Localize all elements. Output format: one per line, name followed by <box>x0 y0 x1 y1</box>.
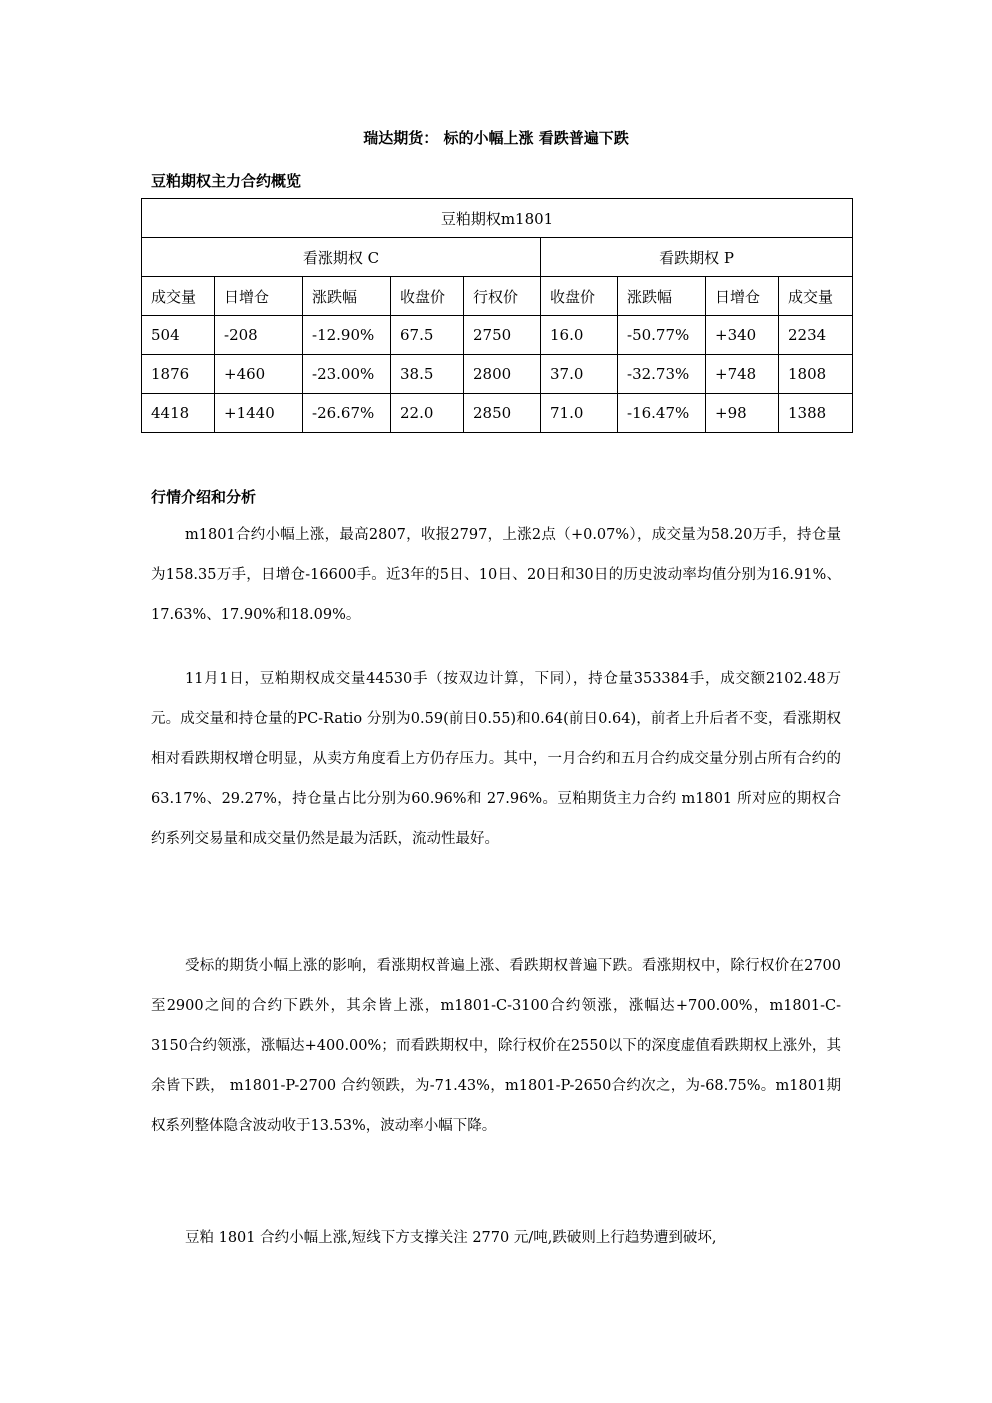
paragraph-text: 11月1日，豆粕期权成交量44530手（按双边计算，下同），持仓量353384手，成交额2102.48万元。成交量和持仓量的PC-Ratio 分别为0.59(前日0.55)和0.64(前日0.64)，前者上升后者不变，看涨期权相对看跌期权增仓明显，从卖方角度看上方仍存压力。其中，一月合约和五月合约成交量分别占所有合约的63.17%、29.27%，持仓量占比分别为60.96%和 27.96%。豆粕期货主力合约 m1801 所对应的期权合约系列交易量和成交量仍然是最为活跃，流动性最好。 <box>151 671 841 847</box>
table-cell: +340 <box>706 316 779 355</box>
table-header-row <box>142 277 853 316</box>
table-cell: 1876 <box>142 355 215 394</box>
table-caption-row <box>142 199 853 238</box>
table-cell: 16.0 <box>541 316 618 355</box>
paragraph-4 <box>151 1218 841 1258</box>
table-cell: -16.47% <box>618 394 706 433</box>
table-row <box>142 355 853 394</box>
table-cell: 504 <box>142 316 215 355</box>
table-cell: 4418 <box>142 394 215 433</box>
table-cell: +1440 <box>215 394 303 433</box>
column-header: 日增仓 <box>215 277 303 316</box>
document-title: 瑞达期货： 标的小幅上涨 看跌普遍下跌 <box>363 129 629 147</box>
table-cell: 37.0 <box>541 355 618 394</box>
table-cell: 38.5 <box>391 355 464 394</box>
column-header: 行权价 <box>464 277 541 316</box>
table-cell: +748 <box>706 355 779 394</box>
call-options-header: 看涨期权 C <box>142 238 541 277</box>
table-cell: -208 <box>215 316 303 355</box>
column-header: 日增仓 <box>706 277 779 316</box>
table-row <box>142 316 853 355</box>
column-header: 成交量 <box>142 277 215 316</box>
analysis-heading: 行情介绍和分析 <box>151 488 257 506</box>
options-overview-table <box>141 198 853 433</box>
column-header: 成交量 <box>779 277 853 316</box>
overview-heading: 豆粕期权主力合约概览 <box>151 172 302 190</box>
paragraph-2 <box>151 659 841 859</box>
table-cell: 71.0 <box>541 394 618 433</box>
table-cell: 67.5 <box>391 316 464 355</box>
table-cell: 2800 <box>464 355 541 394</box>
paragraph-text: 受标的期货小幅上涨的影响，看涨期权普遍上涨、看跌期权普遍下跌。看涨期权中，除行权价在2700至2900之间的合约下跌外，其余皆上涨，m1801-C-3100合约领涨，涨幅达+700.00%，m1801-C-3150合约领涨，涨幅达+400.00%；而看跌期权中，除行权价在2550以下的深度虚值看跌期权上涨外，其余皆下跌， m1801-P-2700 合约领跌，为-71.43%，m1801-P-2650合约次之，为-68.75%。m1801期权系列整体隐含波动收于13.53%，波动率小幅下降。 <box>151 958 841 1134</box>
column-header: 涨跌幅 <box>618 277 706 316</box>
table-cell: -32.73% <box>618 355 706 394</box>
column-header: 收盘价 <box>541 277 618 316</box>
table-cell: +460 <box>215 355 303 394</box>
table-caption: 豆粕期权m1801 <box>142 199 853 238</box>
table-cell: 2234 <box>779 316 853 355</box>
table-cell: 1808 <box>779 355 853 394</box>
column-header: 涨跌幅 <box>303 277 391 316</box>
table-group-row <box>142 238 853 277</box>
paragraph-text: 豆粕 1801 合约小幅上涨,短线下方支撑关注 2770 元/吨,跌破则上行趋势遭到破坏, <box>185 1230 717 1246</box>
table-cell: -50.77% <box>618 316 706 355</box>
table-row <box>142 394 853 433</box>
paragraph-1 <box>151 515 841 635</box>
table-cell: -23.00% <box>303 355 391 394</box>
paragraph-text: m1801合约小幅上涨，最高2807，收报2797，上涨2点（+0.07%），成交量为58.20万手，持仓量为158.35万手，日增仓-16600手。近3年的5日、10日、20日和30日的历史波动率均值分别为16.91%、17.63%、17.90%和18.09%。 <box>151 527 841 623</box>
table-cell: +98 <box>706 394 779 433</box>
table-cell: 2750 <box>464 316 541 355</box>
table-cell: 1388 <box>779 394 853 433</box>
table-cell: 2850 <box>464 394 541 433</box>
put-options-header: 看跌期权 P <box>541 238 853 277</box>
table-cell: 22.0 <box>391 394 464 433</box>
column-header: 收盘价 <box>391 277 464 316</box>
table-cell: -12.90% <box>303 316 391 355</box>
paragraph-3 <box>151 946 841 1146</box>
table-cell: -26.67% <box>303 394 391 433</box>
